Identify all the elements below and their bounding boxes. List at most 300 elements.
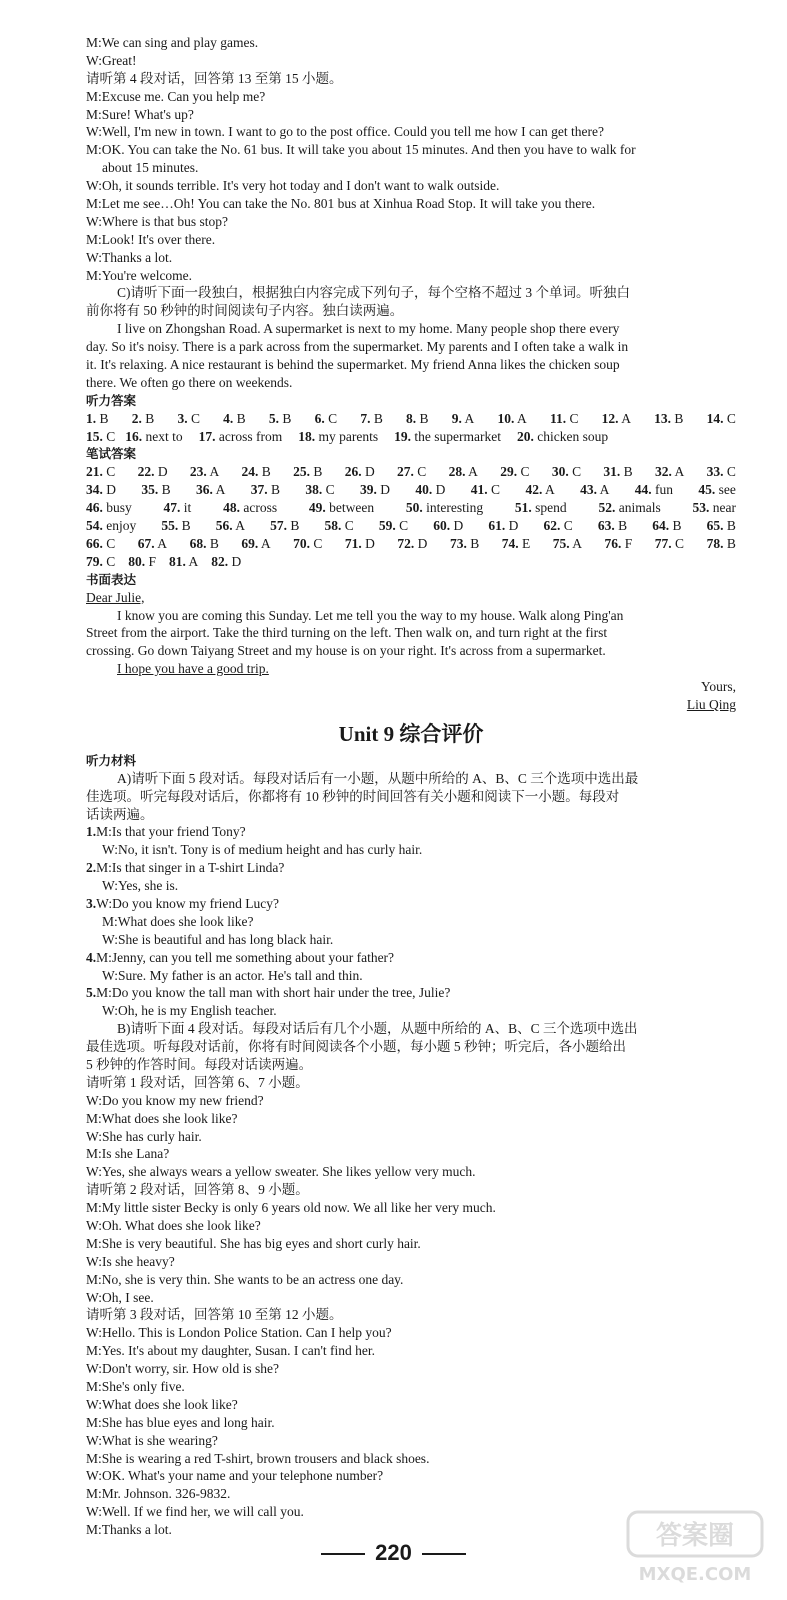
answer-item xyxy=(707,410,736,428)
listening-answers-row-1 xyxy=(86,410,736,428)
answer-number: 47. xyxy=(163,500,181,516)
dialogue-line: W:Well. If we find her, we will call you. xyxy=(86,1504,304,1520)
answer-value: A xyxy=(209,464,220,480)
answer-number: 28. xyxy=(448,464,466,480)
answer-number: 5. xyxy=(268,410,279,426)
dialogue-line: M:My little sister Becky is only 6 years old now. We all like her very much. xyxy=(86,1200,496,1216)
answer-number: 57. xyxy=(270,518,287,534)
answer-item xyxy=(141,481,170,499)
answer-number: 14. xyxy=(706,410,724,426)
answer-value: D xyxy=(417,535,428,551)
answer-item xyxy=(242,463,271,481)
answer-item xyxy=(298,428,378,446)
answer-number: 60. xyxy=(433,518,451,534)
answer-item xyxy=(86,428,115,446)
answer-item xyxy=(345,535,375,553)
dialogue-line-continued: about 15 minutes. xyxy=(102,160,199,176)
dialogue-2 xyxy=(86,1181,736,1306)
page-number-dash-left xyxy=(321,1553,365,1555)
dialogue-instruction: 请听第 1 段对话，回答第 6、7 小题。 xyxy=(86,1074,309,1090)
answer-value: F xyxy=(624,535,633,551)
section-a-dialogue-line xyxy=(86,877,736,895)
answer-value: A xyxy=(235,518,245,534)
answer-item xyxy=(196,481,225,499)
dialogue-line: M:Look! It's over there. xyxy=(86,231,216,247)
answer-item xyxy=(707,517,736,535)
dialogue-line: M:She has blue eyes and long hair. xyxy=(86,1414,275,1430)
answer-item xyxy=(293,535,322,553)
answer-item xyxy=(707,463,736,481)
written-answers-row xyxy=(86,535,736,553)
section-a-instruction: 话读两遍。 xyxy=(86,806,154,822)
answer-value: C xyxy=(106,464,116,480)
letter-body-line: crossing. Go down Taiyang Street and my house is on your right. It's across from a supermarket. xyxy=(86,643,606,659)
answer-number: 44. xyxy=(634,482,652,498)
answer-value: A xyxy=(621,410,631,426)
answer-value: animals xyxy=(618,500,661,516)
answer-item xyxy=(161,517,190,535)
dialogue-line: W:What does she look like? xyxy=(86,1396,238,1412)
answer-value: between xyxy=(329,500,375,516)
answer-number: 30. xyxy=(551,464,569,480)
answer-item xyxy=(397,535,427,553)
answer-item xyxy=(652,517,681,535)
answer-item xyxy=(552,463,581,481)
answer-value: B xyxy=(209,535,219,551)
dialogue-text: W:She is beautiful and has long black hair. xyxy=(102,931,334,947)
answer-item xyxy=(406,410,429,428)
answer-item xyxy=(450,535,479,553)
dialogue-text: M:Is that singer in a T-shirt Linda? xyxy=(96,860,285,876)
answer-number: 45. xyxy=(698,482,716,498)
dialogue-text: W:Do you know my friend Lucy? xyxy=(96,895,279,911)
answer-number: 39. xyxy=(360,482,377,498)
answer-number: 62. xyxy=(543,518,561,534)
answer-number: 53. xyxy=(692,500,710,516)
answer-item xyxy=(433,517,463,535)
section-a-dialogue-line xyxy=(86,949,736,967)
page-number-dash-right xyxy=(422,1553,466,1555)
listening-answers-row-2 xyxy=(86,428,736,446)
answer-number: 82. xyxy=(211,553,229,569)
answer-value: A xyxy=(599,482,610,498)
answer-value: the supermarket xyxy=(414,428,501,444)
answer-value: B xyxy=(470,535,480,551)
answer-item xyxy=(692,499,735,517)
answer-number: 41. xyxy=(470,482,488,498)
monologue-text: day. So it's noisy. There is a park across from the supermarket. My parents and I often take a walk in xyxy=(86,339,629,355)
answer-number: 19. xyxy=(394,428,411,444)
dialogue-line: W:Hello. This is London Police Station. Can I help you? xyxy=(86,1325,392,1341)
answer-value: A xyxy=(188,553,199,569)
section-c-instruction: C)请听下面一段独白，根据独白内容完成下列句子，每个空格不超过 3 个单词。听独白 xyxy=(117,285,630,301)
answer-item xyxy=(635,481,673,499)
answer-item xyxy=(251,481,280,499)
answer-item xyxy=(502,535,531,553)
answer-item xyxy=(199,428,283,446)
answer-value: D xyxy=(508,518,519,534)
answer-item xyxy=(379,517,408,535)
answer-item xyxy=(177,410,200,428)
answer-number: 31. xyxy=(603,464,621,480)
answer-item xyxy=(517,428,608,446)
question-number: 2. xyxy=(86,860,97,876)
answer-value: D xyxy=(380,482,391,498)
answer-value: A xyxy=(260,535,271,551)
answer-item xyxy=(293,463,322,481)
answer-value: C xyxy=(190,410,200,426)
answer-value: A xyxy=(215,482,226,498)
answer-number: 10. xyxy=(497,410,515,426)
answer-item xyxy=(128,553,156,571)
dialogue-text: M:What does she look like? xyxy=(102,913,254,929)
answer-number: 9. xyxy=(451,410,462,426)
answer-number: 8. xyxy=(406,410,417,426)
answer-number: 25. xyxy=(293,464,310,480)
answer-item xyxy=(698,481,736,499)
answer-number: 27. xyxy=(397,464,414,480)
answer-value: B xyxy=(270,482,280,498)
dialogue-line: M:No, she is very thin. She wants to be an actress one day. xyxy=(86,1271,404,1287)
written-answers-row xyxy=(86,463,736,481)
answer-item xyxy=(190,463,219,481)
section-c-instruction: 前你将有 50 秒钟的时间阅读句子内容。独白读两遍。 xyxy=(86,303,404,319)
answer-item xyxy=(452,410,475,428)
written-answers-row xyxy=(86,481,736,499)
answer-number: 36. xyxy=(196,482,213,498)
answer-value: B xyxy=(623,464,633,480)
dialogue-line: M:What does she look like? xyxy=(86,1110,238,1126)
answer-value: A xyxy=(674,464,685,480)
answer-item xyxy=(315,410,338,428)
answer-number: 74. xyxy=(501,535,519,551)
answer-value: C xyxy=(491,482,501,498)
answer-number: 15. xyxy=(86,428,103,444)
answer-number: 32. xyxy=(655,464,672,480)
answer-value: A xyxy=(544,482,555,498)
answer-value: across xyxy=(243,500,278,516)
dialogue-line: W:Oh, I see. xyxy=(86,1289,154,1305)
answer-number: 68. xyxy=(189,535,207,551)
answer-number: 66. xyxy=(86,535,103,551)
answer-value: C xyxy=(399,518,409,534)
answer-value: C xyxy=(569,410,579,426)
answer-value: C xyxy=(675,535,685,551)
answer-item xyxy=(86,553,115,571)
answer-number: 23. xyxy=(189,464,207,480)
answer-item xyxy=(190,535,219,553)
answer-number: 81. xyxy=(169,553,186,569)
answer-value: D xyxy=(106,482,116,498)
answer-item xyxy=(269,410,292,428)
answer-value: B xyxy=(99,410,109,426)
dialogue-line: W:Great! xyxy=(86,52,137,68)
answer-item xyxy=(241,535,270,553)
answer-value: B xyxy=(726,535,736,551)
question-number: 1. xyxy=(86,824,97,840)
answer-number: 50. xyxy=(405,500,423,516)
answer-number: 67. xyxy=(137,535,155,551)
listening-answers-heading: 听力答案 xyxy=(86,392,137,408)
watermark-text: 答案圈 xyxy=(655,1521,735,1551)
answer-value: near xyxy=(712,500,736,516)
answer-number: 59. xyxy=(378,518,396,534)
answer-number: 79. xyxy=(86,553,103,569)
answer-item xyxy=(211,553,241,571)
section-a-dialogue-line xyxy=(86,841,736,859)
answer-number: 34. xyxy=(86,482,103,498)
answer-value: B xyxy=(618,518,628,534)
answer-number: 17. xyxy=(198,428,216,444)
answer-number: 49. xyxy=(308,500,326,516)
answer-value: it xyxy=(183,500,192,516)
dialogue-text: M:Jenny, can you tell me something about your father? xyxy=(96,949,395,965)
answer-value: B xyxy=(313,464,323,480)
answer-value: F xyxy=(148,553,157,569)
page-number-text: 220 xyxy=(375,1540,412,1565)
answer-value: C xyxy=(328,410,338,426)
answer-item xyxy=(132,410,155,428)
dialogue-line: M:You're welcome. xyxy=(86,267,193,283)
watermark-url: MXQE.COM xyxy=(638,1564,752,1585)
answer-value: fun xyxy=(655,482,674,498)
answer-number: 21. xyxy=(86,464,103,480)
answer-item xyxy=(305,481,334,499)
answer-number: 51. xyxy=(514,500,532,516)
section-b-instruction: 5 秒钟的作答时间。每段对话读两遍。 xyxy=(86,1056,313,1072)
answer-number: 80. xyxy=(128,553,146,569)
answer-value: A xyxy=(157,535,168,551)
listening-material-heading: 听力材料 xyxy=(86,752,137,768)
dialogue-line: W:She has curly hair. xyxy=(86,1128,202,1144)
question-number: 3. xyxy=(86,895,97,911)
answer-value: C xyxy=(106,553,116,569)
answer-item xyxy=(309,499,374,517)
answer-value: busy xyxy=(106,500,132,516)
dialogue-text: W:Oh, he is my English teacher. xyxy=(102,1003,277,1019)
top-dialogue xyxy=(86,34,736,284)
answer-number: 35. xyxy=(141,482,159,498)
answer-value: C xyxy=(313,535,323,551)
writing-heading: 书面表达 xyxy=(86,571,137,587)
answer-number: 1. xyxy=(86,410,97,426)
dialogue-line: M:Excuse me. Can you help me? xyxy=(86,88,266,104)
dialogue-line: W:Oh, it sounds terrible. It's very hot today and I don't want to walk outside. xyxy=(86,178,500,194)
answer-value: C xyxy=(106,535,116,551)
answer-number: 16. xyxy=(125,428,143,444)
answer-item xyxy=(707,535,736,553)
answer-value: B xyxy=(373,410,383,426)
answer-number: 22. xyxy=(137,464,155,480)
answer-value: across from xyxy=(218,428,283,444)
dialogue-3 xyxy=(86,1306,736,1539)
answer-value: B xyxy=(726,518,736,534)
dialogue-line: M:Let me see…Oh! You can take the No. 801 bus at Xinhua Road Stop. It will take you there. xyxy=(86,196,596,212)
dialogue-line: W:Thanks a lot. xyxy=(86,249,173,265)
answer-item xyxy=(345,463,375,481)
answer-number: 43. xyxy=(580,482,597,498)
answer-value: D xyxy=(231,553,242,569)
answer-value: C xyxy=(344,518,354,534)
answer-item xyxy=(216,517,245,535)
answer-value: B xyxy=(674,410,684,426)
answer-number: 13. xyxy=(654,410,672,426)
answer-number: 69. xyxy=(241,535,259,551)
answer-item xyxy=(164,499,192,517)
answer-number: 26. xyxy=(344,464,362,480)
answer-item xyxy=(654,410,683,428)
answer-number: 76. xyxy=(604,535,622,551)
letter-closing-text: I hope you have a good trip. xyxy=(117,661,269,677)
written-answers-heading: 笔试答案 xyxy=(86,446,137,462)
answer-value: spend xyxy=(535,500,567,516)
answer-item xyxy=(598,517,627,535)
answer-item xyxy=(270,517,299,535)
answer-item xyxy=(655,535,684,553)
section-a-dialogue-line xyxy=(86,859,736,877)
section-a-dialogue-line xyxy=(86,823,736,841)
monologue-text: there. We often go there on weekends. xyxy=(86,374,293,390)
dialogue-line: M:OK. You can take the No. 61 bus. It will take you about 15 minutes. And then you have to walk for xyxy=(86,142,636,158)
dialogue-line: M:Thanks a lot. xyxy=(86,1522,172,1538)
answer-number: 72. xyxy=(397,535,415,551)
answer-number: 4. xyxy=(223,410,234,426)
dialogue-line: W:Oh. What does she look like? xyxy=(86,1218,261,1233)
answer-number: 52. xyxy=(598,500,616,516)
answer-item xyxy=(449,463,478,481)
letter-signoff: Yours, xyxy=(700,679,736,695)
answer-number: 20. xyxy=(516,428,534,444)
dialogue-line: W:Don't worry, sir. How old is she? xyxy=(86,1361,280,1377)
answer-item xyxy=(397,463,426,481)
answer-number: 2. xyxy=(131,410,142,426)
answer-value: C xyxy=(417,464,427,480)
dialogue-instruction: 请听第 4 段对话，回答第 13 至第 15 小题。 xyxy=(86,70,343,86)
dialogue-line: W:Yes, she always wears a yellow sweater. She likes yellow very much. xyxy=(86,1164,476,1180)
dialogue-line: M:Yes. It's about my daughter, Susan. I can't find her. xyxy=(86,1343,376,1359)
answer-number: 55. xyxy=(161,518,179,534)
answer-value: D xyxy=(435,482,446,498)
answer-item xyxy=(605,535,633,553)
answer-item xyxy=(86,463,115,481)
answer-value: enjoy xyxy=(106,518,137,534)
letter-greeting-text: Dear Julie, xyxy=(86,589,145,605)
answer-number: 42. xyxy=(525,482,543,498)
section-a-items xyxy=(86,823,736,1020)
written-answers-row xyxy=(86,499,736,517)
section-b-instruction: B)请听下面 4 段对话。每段对话后有几个小题，从题中所给的 A、B、C 三个选项中选出 xyxy=(117,1021,638,1037)
answer-number: 61. xyxy=(488,518,506,534)
letter-body-line: Street from the airport. Take the third turning on the left. Then walk on, and turn right at the first xyxy=(86,625,608,641)
page-content xyxy=(86,34,736,1539)
dialogue-line: M:Is she Lana? xyxy=(86,1146,170,1162)
answer-number: 12. xyxy=(601,410,619,426)
dialogue-text: W:Sure. My father is an actor. He's tall and thin. xyxy=(102,967,363,983)
answer-item xyxy=(580,481,609,499)
answer-value: C xyxy=(106,428,116,444)
dialogue-text: M:Is that your friend Tony? xyxy=(96,824,246,840)
dialogue-line: W:OK. What's your name and your telephone number? xyxy=(86,1468,384,1484)
answer-item xyxy=(324,517,353,535)
dialogue-text: W:No, it isn't. Tony is of medium height and has curly hair. xyxy=(102,842,423,858)
answer-number: 63. xyxy=(597,518,615,534)
answer-item xyxy=(488,517,518,535)
answer-number: 46. xyxy=(86,500,103,516)
section-a-dialogue-line xyxy=(86,895,736,913)
answer-value: A xyxy=(572,535,582,551)
letter-name-text: Liu Qing xyxy=(686,696,736,712)
dialogue-line: M:She is wearing a red T-shirt, brown trousers and black shoes. xyxy=(86,1450,430,1466)
monologue-text: it. It's relaxing. A nice restaurant is behind the supermarket. My friend Anna likes the chicken soup xyxy=(86,357,620,373)
dialogue-instruction: 请听第 3 段对话，回答第 10 至第 12 小题。 xyxy=(86,1307,343,1323)
answer-value: B xyxy=(290,518,300,534)
answer-number: 38. xyxy=(305,482,323,498)
written-answers xyxy=(86,463,736,570)
answer-item xyxy=(138,463,168,481)
dialogue-line: M:She is very beautiful. She has big eyes and short curly hair. xyxy=(86,1235,421,1251)
answer-item xyxy=(603,463,632,481)
answer-number: 54. xyxy=(86,518,103,534)
answer-item xyxy=(360,410,383,428)
answer-item xyxy=(223,410,246,428)
answer-number: 56. xyxy=(215,518,233,534)
dialogue-line: W:Well, I'm new in town. I want to go to the post office. Could you tell me how I can get there? xyxy=(86,124,604,140)
answer-item xyxy=(550,410,579,428)
answer-number: 7. xyxy=(360,410,371,426)
answer-item xyxy=(86,481,116,499)
answer-item xyxy=(169,553,198,571)
answer-number: 48. xyxy=(223,500,240,516)
answer-item xyxy=(406,499,483,517)
answer-item xyxy=(497,410,526,428)
answer-value: B xyxy=(145,410,155,426)
answer-value: B xyxy=(236,410,246,426)
answer-value: my parents xyxy=(318,428,379,444)
answer-number: 11. xyxy=(549,410,567,426)
written-answers-row xyxy=(86,553,736,571)
answer-item xyxy=(86,410,109,428)
answer-value: A xyxy=(516,410,527,426)
answer-value: A xyxy=(464,410,475,426)
answer-number: 71. xyxy=(344,535,362,551)
dialogue-line: W:Where is that bus stop? xyxy=(86,213,228,229)
answer-number: 6. xyxy=(314,410,325,426)
answer-number: 64. xyxy=(652,518,670,534)
section-a-dialogue-line xyxy=(86,967,736,985)
answer-value: D xyxy=(365,535,375,551)
answer-number: 70. xyxy=(293,535,310,551)
answer-item xyxy=(543,517,572,535)
answer-value: C xyxy=(520,464,530,480)
answer-value: C xyxy=(572,464,582,480)
answer-number: 65. xyxy=(706,518,724,534)
dialogue-instruction: 请听第 2 段对话，回答第 8、9 小题。 xyxy=(86,1182,309,1198)
dialogue-line: W:Do you know my new friend? xyxy=(86,1092,264,1108)
answer-value: A xyxy=(468,464,478,480)
monologue-text: I live on Zhongshan Road. A supermarket is next to my home. Many people shop there every xyxy=(117,321,620,337)
letter-greeting xyxy=(86,589,736,607)
answer-number: 58. xyxy=(324,518,342,534)
answer-value: B xyxy=(261,464,271,480)
answer-value: B xyxy=(419,410,429,426)
answer-item xyxy=(86,535,115,553)
answer-item xyxy=(500,463,529,481)
answer-item xyxy=(394,428,501,446)
answer-value: interesting xyxy=(426,500,484,516)
section-c xyxy=(86,284,736,391)
watermark-logo xyxy=(620,1508,770,1588)
answer-value: B xyxy=(672,518,682,534)
